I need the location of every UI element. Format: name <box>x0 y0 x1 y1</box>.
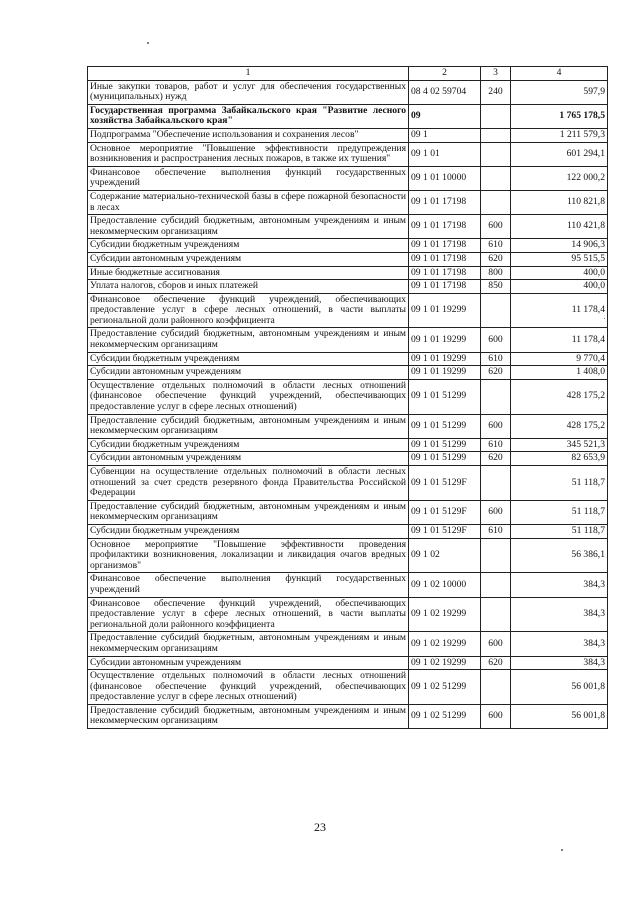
row-code-cell: 09 1 02 19299 <box>409 656 481 670</box>
row-code-cell: 09 1 01 19299 <box>409 293 481 328</box>
row-code-cell: 08 4 02 59704 <box>409 80 481 104</box>
row-name-cell: Уплата налогов, сборов и иных платежей <box>88 280 409 294</box>
row-amount-cell: 56 001,8 <box>511 670 608 705</box>
row-name-cell: Основное мероприятие "Повышение эффективности предупреждения возникновения и распространения лесных пожаров, в также их тушения" <box>88 142 409 166</box>
table-row <box>88 266 608 280</box>
row-amount-cell: 51 118,7 <box>511 524 608 538</box>
table-row <box>88 632 608 656</box>
row-name-cell: Субсидии бюджетным учреждениям <box>88 239 409 253</box>
row-vr-cell: 610 <box>481 438 511 452</box>
row-code-cell: 09 1 01 17198 <box>409 280 481 294</box>
row-amount-cell: 597,9 <box>511 80 608 104</box>
row-vr-cell: 600 <box>481 500 511 524</box>
row-code-cell: 09 1 02 19299 <box>409 632 481 656</box>
row-name-cell: Субсидии автономным учреждениям <box>88 452 409 466</box>
row-amount-cell: 82 653,9 <box>511 452 608 466</box>
row-name-cell: Субсидии автономным учреждениям <box>88 252 409 266</box>
row-code-cell: 09 1 02 10000 <box>409 573 481 597</box>
row-vr-cell: 600 <box>481 215 511 239</box>
row-vr-cell: 610 <box>481 524 511 538</box>
row-vr-cell: 600 <box>481 632 511 656</box>
table-row <box>88 538 608 573</box>
row-vr-cell: 240 <box>481 80 511 104</box>
budget-table <box>87 66 608 729</box>
row-vr-cell: 600 <box>481 328 511 352</box>
table-row <box>88 239 608 253</box>
row-name-cell: Субсидии бюджетным учреждениям <box>88 524 409 538</box>
row-name-cell: Предоставление субсидий бюджетным, автономным учреждениям и иным некоммерческим организациям <box>88 632 409 656</box>
row-vr-cell: 610 <box>481 352 511 366</box>
header-col-2: 2 <box>409 67 481 81</box>
row-vr-cell <box>481 597 511 632</box>
row-amount-cell: 428 175,2 <box>511 414 608 438</box>
table-row <box>88 352 608 366</box>
row-vr-cell: 800 <box>481 266 511 280</box>
row-amount-cell: 51 118,7 <box>511 466 608 501</box>
row-name-cell: Финансовое обеспечение выполнения функций государственных учреждений <box>88 573 409 597</box>
row-vr-cell: 620 <box>481 656 511 670</box>
table-row <box>88 670 608 705</box>
table-body <box>88 80 608 728</box>
row-amount-cell: 11 178,4 <box>511 328 608 352</box>
row-code-cell: 09 1 01 51299 <box>409 414 481 438</box>
row-amount-cell: 110 421,8 <box>511 215 608 239</box>
row-vr-cell <box>481 166 511 190</box>
row-vr-cell: 620 <box>481 252 511 266</box>
scan-speck <box>147 42 149 44</box>
row-code-cell: 09 1 02 51299 <box>409 704 481 728</box>
row-vr-cell: 620 <box>481 366 511 380</box>
table-row <box>88 366 608 380</box>
row-code-cell: 09 1 01 19299 <box>409 366 481 380</box>
table-row <box>88 166 608 190</box>
row-name-cell: Финансовое обеспечение функций учреждений, обеспечивающих предоставление услуг в сфере лесных отношений, в части выплаты региональной доли районного коэффициента <box>88 293 409 328</box>
row-name-cell: Субсидии автономным учреждениям <box>88 366 409 380</box>
row-name-cell: Субсидии бюджетным учреждениям <box>88 352 409 366</box>
table-row <box>88 252 608 266</box>
scan-speck <box>561 849 563 851</box>
row-vr-cell <box>481 466 511 501</box>
row-code-cell: 09 1 01 51299 <box>409 452 481 466</box>
row-vr-cell <box>481 573 511 597</box>
page-number: 23 <box>314 820 326 834</box>
table-row <box>88 293 608 328</box>
scan-speck <box>604 318 605 319</box>
row-amount-cell: 14 906,3 <box>511 239 608 253</box>
row-name-cell: Предоставление субсидий бюджетным, автономным учреждениям и иным некоммерческим организациям <box>88 328 409 352</box>
row-code-cell: 09 1 02 19299 <box>409 597 481 632</box>
row-vr-cell <box>481 538 511 573</box>
header-col-1: 1 <box>88 67 409 81</box>
table-row <box>88 128 608 142</box>
row-vr-cell: 610 <box>481 239 511 253</box>
row-code-cell: 09 1 01 19299 <box>409 328 481 352</box>
row-code-cell: 09 1 01 19299 <box>409 352 481 366</box>
table-row <box>88 573 608 597</box>
row-amount-cell: 601 294,1 <box>511 142 608 166</box>
header-col-4: 4 <box>511 67 608 81</box>
table-row <box>88 466 608 501</box>
table-row <box>88 328 608 352</box>
row-vr-cell <box>481 670 511 705</box>
row-amount-cell: 51 118,7 <box>511 500 608 524</box>
table-row <box>88 656 608 670</box>
row-vr-cell: 600 <box>481 704 511 728</box>
row-code-cell: 09 1 02 51299 <box>409 670 481 705</box>
table-row <box>88 215 608 239</box>
table-row <box>88 379 608 414</box>
row-name-cell: Предоставление субсидий бюджетным, автономным учреждениям и иным некоммерческим организациям <box>88 704 409 728</box>
row-vr-cell: 600 <box>481 414 511 438</box>
row-name-cell: Субсидии бюджетным учреждениям <box>88 438 409 452</box>
table-row <box>88 104 608 128</box>
row-name-cell: Содержание материально-технической базы в сфере пожарной безопасности в лесах <box>88 190 409 214</box>
row-name-cell: Предоставление субсидий бюджетным, автономным учреждениям и иным некоммерческим организациям <box>88 215 409 239</box>
row-name-cell: Финансовое обеспечение функций учреждений, обеспечивающих предоставление услуг в сфере лесных отношений, в части выплаты региональной доли районного коэффициента <box>88 597 409 632</box>
row-amount-cell: 56 001,8 <box>511 704 608 728</box>
row-vr-cell: 620 <box>481 452 511 466</box>
row-amount-cell: 1 211 579,3 <box>511 128 608 142</box>
row-amount-cell: 95 515,5 <box>511 252 608 266</box>
row-name-cell: Подпрограмма "Обеспечение использования и сохранения лесов" <box>88 128 409 142</box>
row-name-cell: Иные закупки товаров, работ и услуг для обеспечения государственных (муниципальных) нужд <box>88 80 409 104</box>
row-vr-cell <box>481 379 511 414</box>
row-code-cell: 09 1 01 17198 <box>409 239 481 253</box>
row-amount-cell: 11 178,4 <box>511 293 608 328</box>
row-code-cell: 09 <box>409 104 481 128</box>
row-vr-cell: 850 <box>481 280 511 294</box>
row-amount-cell: 428 175,2 <box>511 379 608 414</box>
table-row <box>88 414 608 438</box>
row-code-cell: 09 1 01 17198 <box>409 266 481 280</box>
row-code-cell: 09 1 01 17198 <box>409 215 481 239</box>
header-col-3: 3 <box>481 67 511 81</box>
table-row <box>88 80 608 104</box>
row-amount-cell: 384,3 <box>511 597 608 632</box>
row-code-cell: 09 1 01 51299 <box>409 438 481 452</box>
row-name-cell: Предоставление субсидий бюджетным, автономным учреждениям и иным некоммерческим организациям <box>88 414 409 438</box>
row-code-cell: 09 1 01 51299 <box>409 379 481 414</box>
row-vr-cell <box>481 142 511 166</box>
row-name-cell: Субвенции на осуществление отдельных полномочий в области лесных отношений за счет средств резервного фонда Правительства Российской Федерации <box>88 466 409 501</box>
row-amount-cell: 384,3 <box>511 656 608 670</box>
row-vr-cell <box>481 190 511 214</box>
document-page <box>87 66 607 729</box>
table-header-row <box>88 67 608 81</box>
table-row <box>88 704 608 728</box>
row-code-cell: 09 1 01 17198 <box>409 190 481 214</box>
row-amount-cell: 400,0 <box>511 280 608 294</box>
row-vr-cell <box>481 128 511 142</box>
row-amount-cell: 56 386,1 <box>511 538 608 573</box>
table-row <box>88 500 608 524</box>
row-amount-cell: 384,3 <box>511 632 608 656</box>
row-amount-cell: 1 408,0 <box>511 366 608 380</box>
row-amount-cell: 384,3 <box>511 573 608 597</box>
row-code-cell: 09 1 01 17198 <box>409 252 481 266</box>
row-name-cell: Основное мероприятие "Повышение эффективности проведения профилактики возникновения, локализации и ликвидация очагов вредных организмов" <box>88 538 409 573</box>
row-code-cell: 09 1 01 10000 <box>409 166 481 190</box>
row-vr-cell <box>481 104 511 128</box>
table-row <box>88 452 608 466</box>
row-code-cell: 09 1 01 5129F <box>409 524 481 538</box>
table-row <box>88 142 608 166</box>
table-row <box>88 190 608 214</box>
row-code-cell: 09 1 01 <box>409 142 481 166</box>
row-amount-cell: 400,0 <box>511 266 608 280</box>
table-row <box>88 438 608 452</box>
row-name-cell: Иные бюджетные ассигнования <box>88 266 409 280</box>
row-vr-cell <box>481 293 511 328</box>
row-amount-cell: 110 821,8 <box>511 190 608 214</box>
row-amount-cell: 1 765 178,5 <box>511 104 608 128</box>
row-code-cell: 09 1 02 <box>409 538 481 573</box>
row-name-cell: Финансовое обеспечение выполнения функций государственных учреждений <box>88 166 409 190</box>
row-amount-cell: 9 770,4 <box>511 352 608 366</box>
row-name-cell: Предоставление субсидий бюджетным, автономным учреждениям и иным некоммерческим организациям <box>88 500 409 524</box>
row-code-cell: 09 1 01 5129F <box>409 500 481 524</box>
table-row <box>88 597 608 632</box>
row-code-cell: 09 1 <box>409 128 481 142</box>
row-name-cell: Субсидии автономным учреждениям <box>88 656 409 670</box>
row-name-cell: Осуществление отдельных полномочий в области лесных отношений (финансовое обеспечение функций учреждений, обеспечивающих предоставление услуг в сфере лесных отношений) <box>88 379 409 414</box>
table-row <box>88 524 608 538</box>
row-amount-cell: 345 521,3 <box>511 438 608 452</box>
row-name-cell: Осуществление отдельных полномочий в области лесных отношений (финансовое обеспечение функций учреждений, обеспечивающих предоставление услуг в сфере лесных отношений) <box>88 670 409 705</box>
row-code-cell: 09 1 01 5129F <box>409 466 481 501</box>
row-amount-cell: 122 000,2 <box>511 166 608 190</box>
table-row <box>88 280 608 294</box>
row-name-cell: Государственная программа Забайкальского края "Развитие лесного хозяйства Забайкальского края" <box>88 104 409 128</box>
